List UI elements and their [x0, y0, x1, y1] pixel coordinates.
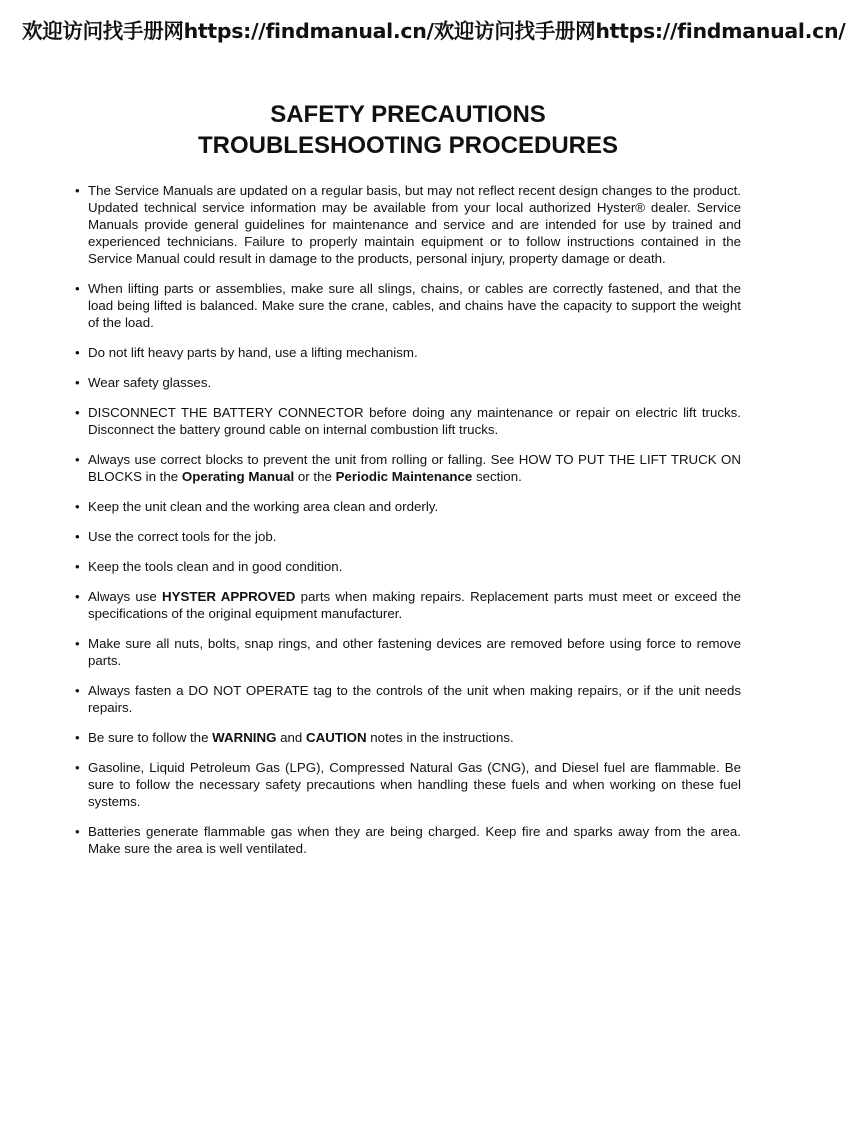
bold-text: HYSTER APPROVED: [162, 589, 296, 604]
list-item: • When lifting parts or assemblies, make sure all slings, chains, or cables are correctly fastened, and that the load being lifted is balanced. Make sure the crane, cables, and chains have the capacity to support the weight of the load.: [88, 280, 741, 331]
text: Be sure to follow the: [88, 730, 213, 745]
list-item: • The Service Manuals are updated on a regular basis, but may not reflect recent design changes to the product. Updated technical service information may be available from your local authorized Hyster® dealer. Service Manuals provide general guidelines for maintenance and service and are intended for use by trained and experienced technicians. Failure to properly maintain equipment or to follow instructions contained in the Service Manual could result in damage to the products, personal injury, property damage or death.: [88, 182, 741, 267]
list-item: • Batteries generate flammable gas when they are being charged. Keep fire and sparks away from the area. Make sure the area is well ventilated.: [88, 823, 741, 857]
list-item: [88, 729, 741, 746]
text: parts when making repairs. Replacement parts must meet or exceed the specifications of the original equipment manufacturer.: [88, 589, 742, 621]
title-line-2: TROUBLESHOOTING PROCEDURES: [197, 132, 619, 159]
bold-text: Operating Manual: [181, 469, 295, 484]
list-item: • DISCONNECT THE BATTERY CONNECTOR before doing any maintenance or repair on electric lift trucks. Disconnect the battery ground cable on internal combustion lift trucks.: [88, 404, 741, 438]
list-item: • Always fasten a DO NOT OPERATE tag to the controls of the unit when making repairs, or if the unit needs repairs.: [88, 682, 741, 716]
list-item: • Keep the tools clean and in good condition.: [88, 558, 741, 575]
precautions-list: [88, 182, 741, 870]
page-title: [0, 99, 816, 161]
list-item: • Make sure all nuts, bolts, snap rings, and other fastening devices are removed before using force to remove parts.: [88, 635, 741, 669]
list-item: • Use the correct tools for the job.: [88, 528, 741, 545]
text: section.: [472, 469, 522, 484]
watermark-banner: 欢迎访问找手册网https://findmanual.cn/欢迎访问找手册网https://findmanual.cn/: [22, 19, 846, 43]
list-item: • Gasoline, Liquid Petroleum Gas (LPG), Compressed Natural Gas (CNG), and Diesel fuel are flammable. Be sure to follow the necessary safety precautions when handling these fuels and when working on these fuel systems.: [88, 759, 741, 810]
bold-text: WARNING: [212, 730, 277, 745]
text: notes in the instructions.: [366, 730, 514, 745]
text: and: [276, 730, 307, 745]
bold-text: CAUTION: [306, 730, 367, 745]
text: or the: [294, 469, 336, 484]
text: Always use correct blocks to prevent the unit from rolling or falling. See HOW TO PUT THE LIFT TRUCK ON BLOCKS in the: [88, 452, 741, 484]
list-item: • Do not lift heavy parts by hand, use a lifting mechanism.: [88, 344, 741, 361]
list-item: • Wear safety glasses.: [88, 374, 741, 391]
list-item: • Keep the unit clean and the working area clean and orderly.: [88, 498, 741, 515]
list-item: [88, 588, 741, 622]
list-item: [88, 451, 741, 485]
title-line-1: SAFETY PRECAUTIONS: [270, 101, 546, 128]
bold-text: Periodic Maintenance: [335, 469, 473, 484]
text: Always use: [88, 589, 163, 604]
